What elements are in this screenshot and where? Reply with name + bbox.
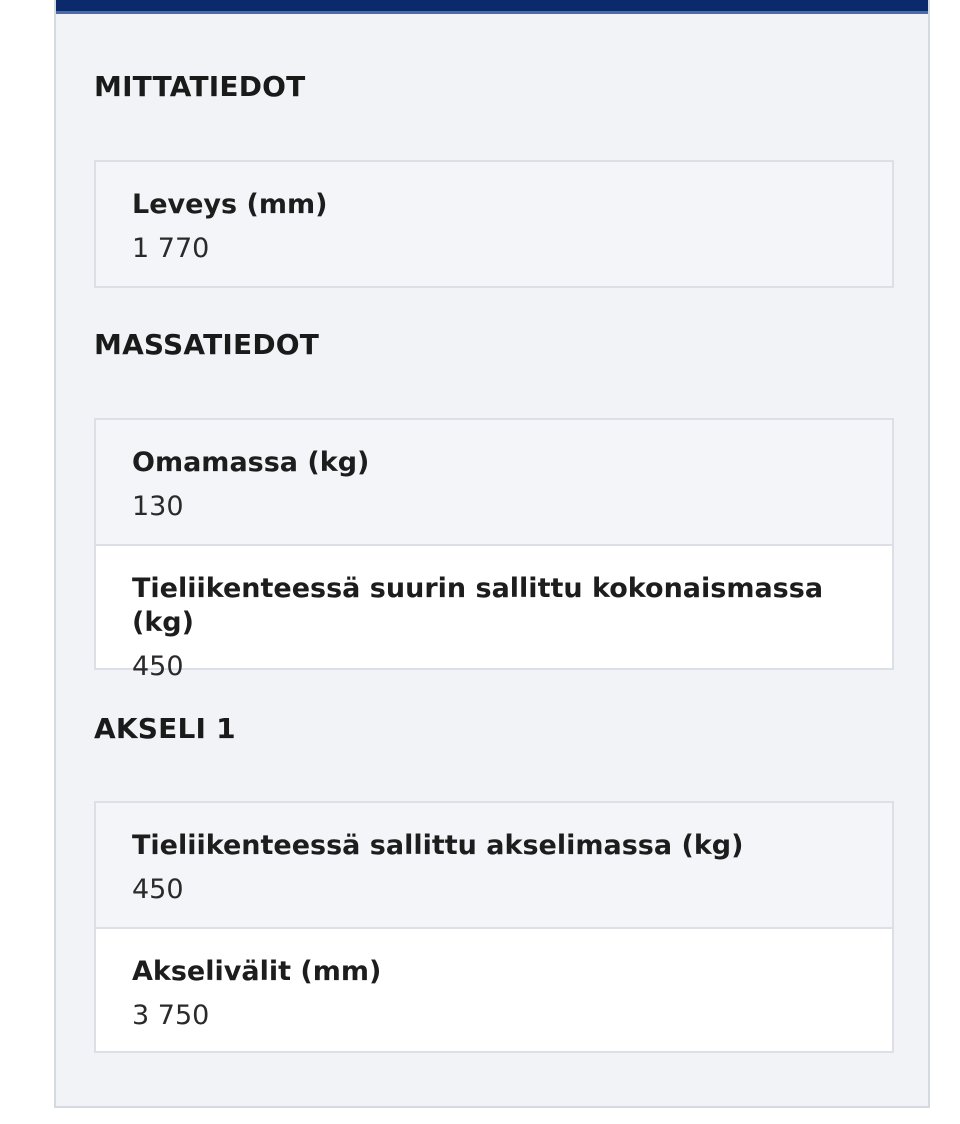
vehicle-details-panel [54,0,930,1108]
axle-card [94,801,894,1053]
field-label: Tieliikenteessä sallittu akselimassa (kg) [132,830,744,861]
field-row-max-total-mass [96,544,892,682]
field-row-wheelbase [96,927,892,1051]
field-row-width [96,162,892,286]
field-label: Akselivälit (mm) [132,956,382,987]
section-heading-dimensions: MITTATIEDOT [94,70,306,103]
mass-card [94,418,894,682]
section-heading-mass: MASSATIEDOT [94,328,320,361]
field-label: Leveys (mm) [132,189,328,220]
panel-header-bar [56,0,928,14]
field-row-curb-weight [96,420,892,544]
field-value: 130 [132,491,184,522]
field-label: Omamassa (kg) [132,447,370,478]
field-value: 450 [132,874,184,905]
field-value: 1 770 [132,233,210,264]
dimensions-card [94,160,894,288]
field-value: 450 [132,651,184,682]
field-value: 3 750 [132,1000,210,1031]
section-heading-axle-1: AKSELI 1 [94,712,236,745]
field-row-axle-mass [96,803,892,927]
field-label: Tieliikenteessä suurin sallittu kokonaismassa (kg) [132,573,824,638]
